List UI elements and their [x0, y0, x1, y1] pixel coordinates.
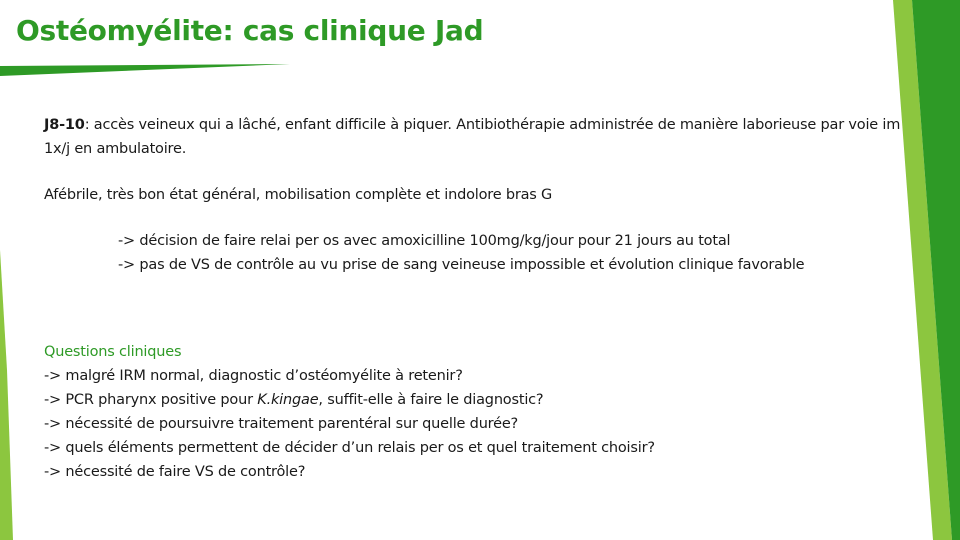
paragraph-access — [44, 113, 904, 161]
question-item: -> PCR pharynx positive pour K.kingae, suffit-elle à faire le diagnostic? — [44, 392, 544, 408]
decision-line: -> décision de faire relai per os avec amoxicilline 100mg/kg/jour pour 21 jours au total — [118, 233, 731, 249]
paragraph-status: Afébrile, très bon état général, mobilisation complète et indolore bras G — [44, 187, 553, 203]
question-item: -> nécessité de faire VS de contrôle? — [44, 464, 306, 480]
organism-name: K.kingae — [257, 392, 319, 408]
questions-heading: Questions cliniques — [44, 344, 182, 360]
decision-line: -> pas de VS de contrôle au vu prise de sang veineuse impossible et évolution clinique favorable — [118, 257, 805, 273]
title-underline-bar — [0, 64, 290, 76]
slide-title: Ostéomyélite: cas clinique Jad — [16, 14, 484, 47]
left-accent-stripe — [0, 250, 13, 540]
question-item: -> quels éléments permettent de décider d’un relais per os et quel traitement choisir? — [44, 440, 655, 456]
question-item: -> nécessité de poursuivre traitement parentéral sur quelle durée? — [44, 416, 519, 432]
decision-list — [44, 229, 904, 277]
slide-content — [44, 113, 904, 484]
question-item: -> malgré IRM normal, diagnostic d’ostéomyélite à retenir? — [44, 368, 463, 384]
access-text: : accès veineux qui a lâché, enfant difficile à piquer. Antibiothérapie administrée de manière laborieuse par voie im 1x/j en ambulatoire. — [44, 117, 901, 157]
day-label: J8-10 — [44, 117, 85, 133]
